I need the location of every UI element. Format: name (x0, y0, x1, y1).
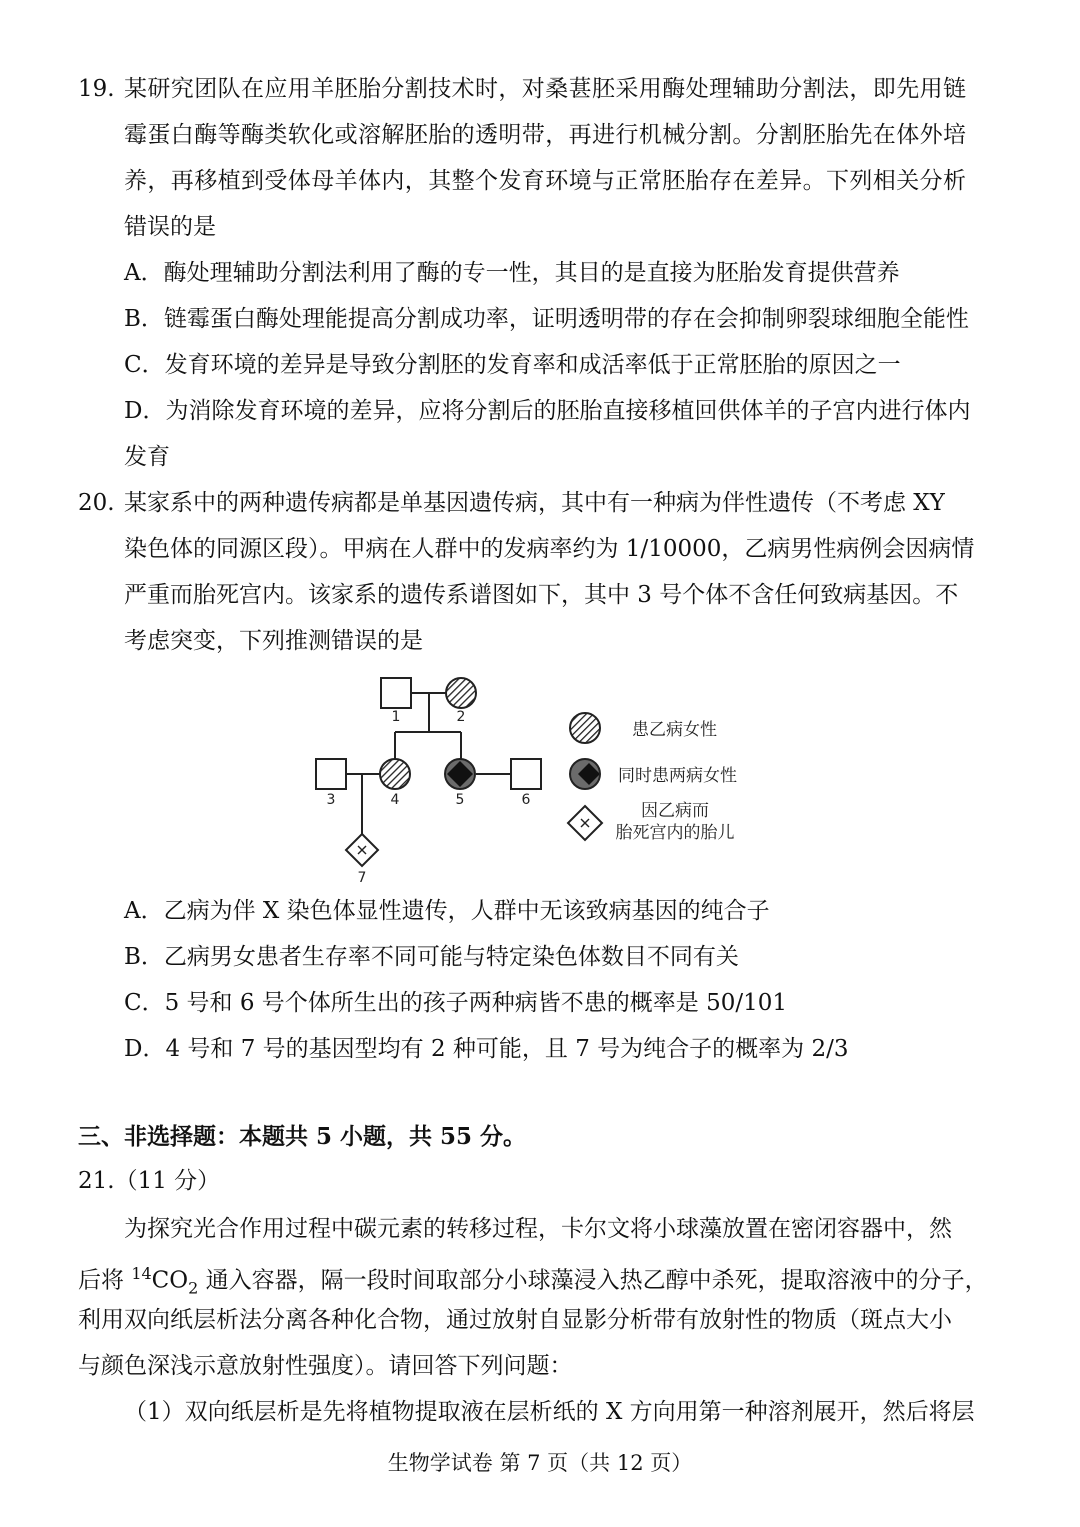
q19-option-d-cont: 发育 (124, 444, 170, 470)
q19-option-b: B．链霉蛋白酶处理能提高分割成功率，证明透明带的存在会抑制卵裂球细胞全能性 (124, 306, 969, 332)
q19-stem-line-3: 养，再移植到受体母羊体内，其整个发育环境与正常胚胎存在差异。下列相关分析 (124, 168, 967, 194)
pedigree-individual-6 (511, 759, 541, 789)
page-footer: 生物学试卷 第 7 页（共 12 页） (387, 1451, 693, 1475)
q21-co: CO (151, 1267, 189, 1294)
q19-option-d: D．为消除发育环境的差异，应将分割后的胚胎直接移植回供体羊的子宫内进行体内 (124, 398, 971, 424)
q21-header: 21.（11 分） (78, 1168, 221, 1194)
q21-subquestion-1: （1）双向纸层析是先将植物提取液在层析纸的 X 方向用第一种溶剂展开，然后将层 (124, 1399, 975, 1425)
q21-isotope-mass: 14 (131, 1264, 152, 1283)
q20-option-a: A．乙病为伴 X 染色体显性遗传，人群中无该致病基因的纯合子 (124, 898, 770, 924)
q20-option-d: D．4 号和 7 号的基因型均有 2 种可能，且 7 号为纯合子的概率为 2/3 (124, 1036, 849, 1062)
q20-number: 20. (78, 490, 115, 516)
legend-fetus-symbol (568, 806, 602, 840)
q19-option-a: A．酶处理辅助分割法利用了酶的专一性，其目的是直接为胚胎发育提供营养 (124, 260, 900, 286)
q21-line-4: 与颜色深浅示意放射性强度）。请回答下列问题： (78, 1353, 573, 1379)
pedigree-label-6: 6 (521, 792, 531, 808)
pedigree-individual-7 (346, 834, 378, 866)
pedigree-individual-1 (381, 678, 411, 708)
pedigree-individual-2 (446, 678, 476, 708)
q21-line-2-post: 通入容器，隔一段时间取部分小球藻浸入热乙醇中杀死，提取溶液中的分子， (198, 1267, 988, 1294)
legend-affected-female-both-symbol (570, 759, 600, 789)
q20-option-c: C．5 号和 6 号个体所生出的孩子两种病皆不患的概率是 50/101 (124, 990, 788, 1016)
legend-affected-female-b-label: 患乙病女性 (632, 720, 717, 740)
q19-option-c: C．发育环境的差异是导致分割胚的发育率和成活率低于正常胚胎的原因之一 (124, 352, 901, 378)
pedigree-label-4: 4 (390, 792, 400, 808)
pedigree-label-1: 1 (391, 709, 401, 725)
legend-affected-female-b-symbol (570, 713, 600, 743)
pedigree-label-7: 7 (357, 870, 367, 886)
q20-stem-line-4: 考虑突变，下列推测错误的是 (124, 628, 423, 654)
pedigree-label-2: 2 (456, 709, 466, 725)
pedigree-label-3: 3 (326, 792, 336, 808)
q21-line-3: 利用双向纸层析法分离各种化合物，通过放射自显影分析带有放射性的物质（斑点大小 (78, 1307, 952, 1333)
q20-stem-line-3: 严重而胎死宫内。该家系的遗传系谱图如下，其中 3 号个体不含任何致病基因。不 (124, 582, 959, 608)
q21-line-2 (78, 1259, 988, 1303)
q20-stem-line-2: 染色体的同源区段）。甲病在人群中的发病率约为 1/10000，乙病男性病例会因病情 (124, 536, 975, 562)
q21-line-1: 为探究光合作用过程中碳元素的转移过程，卡尔文将小球藻放置在密闭容器中，然 (124, 1216, 952, 1242)
q19-stem-line-2: 霉蛋白酶等酶类软化或溶解胚胎的透明带，再进行机械分割。分割胚胎先在体外培 (124, 122, 967, 148)
section3-title: 三、非选择题：本题共 5 小题，共 55 分。 (78, 1123, 527, 1150)
legend-affected-female-both-label: 同时患两病女性 (618, 766, 737, 786)
pedigree-individual-4 (380, 759, 410, 789)
q19-number: 19. (78, 76, 115, 102)
pedigree-chart (0, 670, 1080, 890)
pedigree-lines (346, 693, 511, 834)
legend-fetus-label-line-1: 因乙病而 (641, 801, 709, 821)
q21-subscript-2: 2 (188, 1278, 199, 1298)
q19-stem-line-4: 错误的是 (124, 214, 216, 240)
legend-fetus-label-line-2: 胎死宫内的胎儿 (615, 823, 735, 843)
pedigree-individual-3 (316, 759, 346, 789)
q19-stem-line-1: 某研究团队在应用羊胚胎分割技术时，对桑葚胚采用酶处理辅助分割法，即先用链 (124, 76, 967, 102)
q20-option-b: B．乙病男女患者生存率不同可能与特定染色体数目不同有关 (124, 944, 739, 970)
pedigree-label-5: 5 (455, 792, 465, 808)
q20-stem-line-1: 某家系中的两种遗传病都是单基因遗传病，其中有一种病为伴性遗传（不考虑 XY (124, 490, 945, 516)
pedigree-individual-5 (445, 759, 475, 789)
q21-line-2-pre: 后将 (78, 1267, 132, 1294)
